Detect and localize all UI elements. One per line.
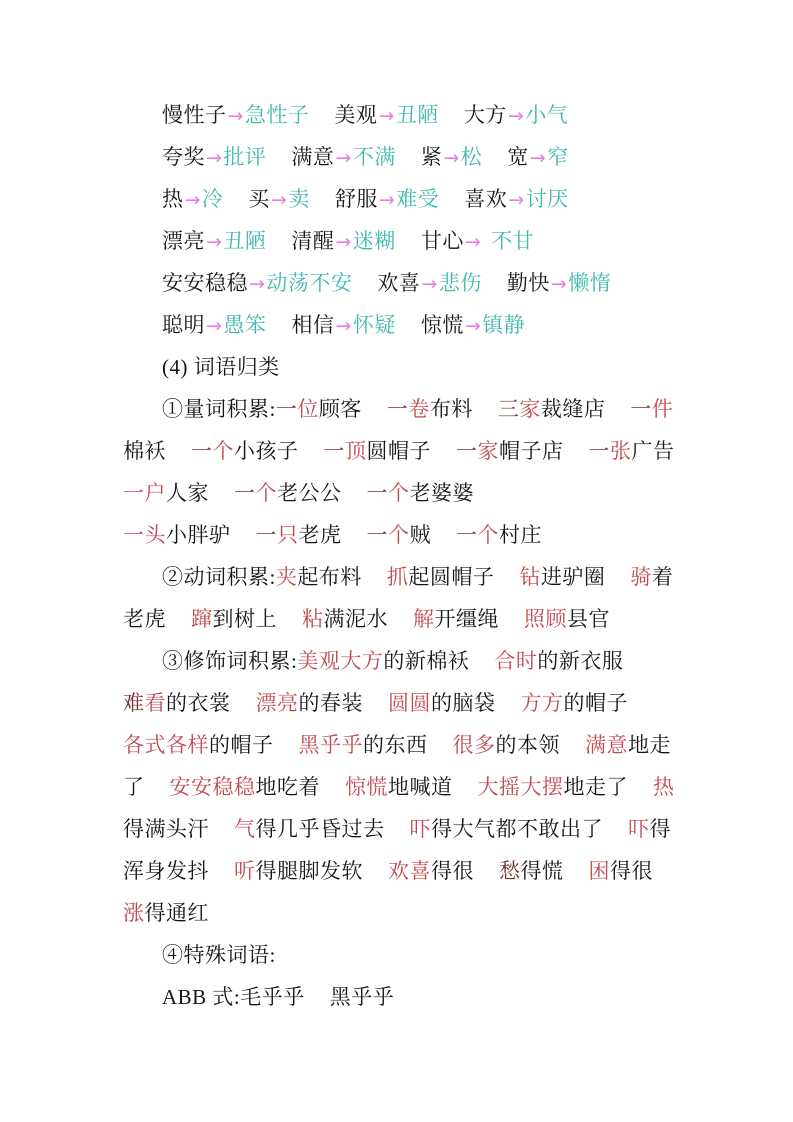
text-segment: 一 xyxy=(630,397,652,421)
text-segment: 动荡不安 xyxy=(266,271,353,295)
text-segment: 讨厌 xyxy=(525,187,569,211)
arrow-icon: → xyxy=(206,315,223,337)
arrow-icon: → xyxy=(464,231,482,253)
text-segment: 迷糊 xyxy=(352,229,396,253)
text-segment: 丑陋 xyxy=(395,103,439,127)
text-segment: 老公公 xyxy=(277,481,342,505)
text-segment: ①量词积累: xyxy=(162,397,276,421)
text-segment: 得满头汗 xyxy=(123,817,209,841)
text-segment: 个 xyxy=(212,439,234,463)
text-line xyxy=(123,598,675,640)
text-segment: 怀疑 xyxy=(352,313,396,337)
text-segment: 开缰绳 xyxy=(434,607,499,631)
text-segment: 愚笨 xyxy=(223,313,267,337)
text-segment: 个 xyxy=(388,523,410,547)
text-segment: 的春装 xyxy=(298,691,363,715)
text-segment: 三 xyxy=(497,397,520,421)
text-segment: 帽子店 xyxy=(499,439,564,463)
text-segment: 卷 xyxy=(408,397,430,421)
text-segment: 不甘 xyxy=(491,229,535,253)
text-segment: 夹 xyxy=(275,565,298,589)
text-segment: 进驴圈 xyxy=(540,565,606,589)
text-segment: ④特殊词语: xyxy=(162,943,276,967)
text-segment: 浑身发抖 xyxy=(123,859,209,883)
text-line xyxy=(123,850,675,892)
text-segment: 镇静 xyxy=(482,313,526,337)
text-segment: 地走了 xyxy=(563,775,628,799)
text-segment: 方方 xyxy=(520,691,564,715)
arrow-icon: → xyxy=(508,189,525,211)
text-segment: 喜欢 xyxy=(464,187,508,211)
arrow-icon: → xyxy=(227,105,244,127)
text-line xyxy=(123,346,675,388)
text-line xyxy=(123,262,675,304)
text-segment: 大摇大摆 xyxy=(477,775,564,799)
text-segment: 地吃着 xyxy=(255,775,320,799)
text-segment: 勤快 xyxy=(506,271,550,295)
text-segment: 的帽子 xyxy=(209,733,274,757)
text-segment: 的新衣服 xyxy=(537,649,624,673)
text-segment: 很多 xyxy=(452,733,496,757)
text-segment: 的脑袋 xyxy=(431,691,496,715)
text-line xyxy=(123,682,675,724)
text-segment: 漂亮 xyxy=(162,229,205,253)
text-segment: 安安稳稳 xyxy=(162,271,248,295)
text-segment: 布料 xyxy=(429,397,473,421)
text-segment: 冷 xyxy=(201,187,224,211)
text-segment: (4) 词语归类 xyxy=(162,355,280,379)
text-segment: 一 xyxy=(456,439,478,463)
text-segment: 甘心 xyxy=(420,229,464,253)
text-segment: 县官 xyxy=(567,607,610,631)
text-segment: 热 xyxy=(653,775,675,799)
text-segment: 满意 xyxy=(291,145,335,169)
text-segment: 看 xyxy=(144,691,166,715)
text-segment: 得几乎昏过去 xyxy=(255,817,385,841)
text-line xyxy=(123,178,675,220)
text-segment: 舒服 xyxy=(334,187,378,211)
text-segment: 件 xyxy=(651,397,674,421)
text-segment: 得 xyxy=(649,817,671,841)
text-segment: 地走 xyxy=(628,733,671,757)
text-segment: 到树上 xyxy=(212,607,277,631)
text-segment: 美观大方 xyxy=(297,649,384,673)
text-segment: 的衣裳 xyxy=(166,691,231,715)
text-segment: 欢喜 xyxy=(388,859,431,883)
text-segment: 个 xyxy=(255,481,277,505)
text-segment: 一 xyxy=(255,523,277,547)
text-segment: 大方 xyxy=(463,103,507,127)
arrow-icon: → xyxy=(464,315,482,337)
text-segment: 小胖驴 xyxy=(166,523,231,547)
text-segment: 起布料 xyxy=(297,565,362,589)
text-line xyxy=(123,640,675,682)
text-segment: 棉袄 xyxy=(123,439,166,463)
text-segment: 听 xyxy=(234,859,256,883)
arrow-icon: → xyxy=(206,147,223,169)
text-segment: 欢喜 xyxy=(377,271,421,295)
text-segment: ABB 式:毛乎乎 xyxy=(162,985,305,1009)
text-segment: 广告 xyxy=(631,439,675,463)
text-segment: 了 xyxy=(123,775,145,799)
text-segment: 困 xyxy=(588,859,610,883)
text-segment: 小孩子 xyxy=(234,439,299,463)
text-line xyxy=(123,514,675,556)
text-segment: 钻 xyxy=(519,565,541,589)
text-segment: 蹿 xyxy=(191,607,213,631)
text-line xyxy=(123,556,675,598)
text-segment: 宽 xyxy=(507,145,529,169)
text-segment: 急性子 xyxy=(244,103,310,127)
text-line xyxy=(123,94,675,136)
text-segment: 惊慌 xyxy=(345,775,388,799)
arrow-icon: → xyxy=(335,231,352,253)
text-segment: 得很 xyxy=(610,859,653,883)
text-segment: 一户 xyxy=(123,481,166,505)
arrow-icon: → xyxy=(206,231,223,253)
text-line xyxy=(123,388,675,430)
text-segment: 一 xyxy=(234,481,256,505)
text-segment: 慢性子 xyxy=(162,103,227,127)
text-segment: 相信 xyxy=(291,313,335,337)
arrow-icon: → xyxy=(443,147,460,169)
text-line xyxy=(123,304,675,346)
text-line xyxy=(123,136,675,178)
text-segment: 骑 xyxy=(630,565,652,589)
text-segment: 窄 xyxy=(547,145,569,169)
text-line xyxy=(123,220,675,262)
arrow-icon: → xyxy=(421,273,438,295)
text-segment: 买 xyxy=(248,187,270,211)
text-segment: 只 xyxy=(277,523,299,547)
text-segment: 小气 xyxy=(525,103,569,127)
text-segment: 老虎 xyxy=(298,523,342,547)
arrow-icon: → xyxy=(378,105,395,127)
text-segment: 气 xyxy=(234,817,256,841)
arrow-icon: → xyxy=(335,147,352,169)
text-segment: 得通红 xyxy=(144,901,209,925)
text-segment: 惊慌 xyxy=(420,313,464,337)
text-segment: 热 xyxy=(162,187,184,211)
text-segment: 不满 xyxy=(352,145,396,169)
text-segment: 得慌 xyxy=(520,859,564,883)
text-segment: ③修饰词积累: xyxy=(162,649,298,673)
text-segment: 着 xyxy=(651,565,674,589)
text-segment: 黑乎乎 xyxy=(329,985,395,1009)
arrow-icon: → xyxy=(335,315,352,337)
text-segment: 个 xyxy=(388,481,410,505)
text-segment: 一 xyxy=(386,397,409,421)
text-segment: 一 xyxy=(366,481,388,505)
text-line xyxy=(123,934,675,976)
text-segment: 地喊道 xyxy=(388,775,453,799)
text-segment: 裁缝店 xyxy=(540,397,606,421)
text-segment: 批评 xyxy=(223,145,267,169)
arrow-icon: → xyxy=(184,189,201,211)
text-segment: 安安稳稳 xyxy=(169,775,256,799)
text-segment: ②动词积累: xyxy=(162,565,276,589)
text-segment: 夸奖 xyxy=(162,145,205,169)
text-segment: 合时 xyxy=(494,649,538,673)
arrow-icon: → xyxy=(249,273,266,295)
text-segment: 起圆帽子 xyxy=(408,565,495,589)
text-segment: 一 xyxy=(366,523,388,547)
text-segment: 老婆婆 xyxy=(409,481,474,505)
text-line xyxy=(123,724,675,766)
text-segment: 圆圆 xyxy=(388,691,431,715)
text-segment: 悲伤 xyxy=(438,271,482,295)
text-segment: 卖 xyxy=(288,187,310,211)
text-segment: 懒惰 xyxy=(568,271,612,295)
text-segment: 圆帽子 xyxy=(366,439,431,463)
text-segment: 的本领 xyxy=(495,733,560,757)
text-segment: 满泥水 xyxy=(323,607,388,631)
text-segment: 难受 xyxy=(396,187,440,211)
text-segment: 吓 xyxy=(409,817,431,841)
arrow-icon: → xyxy=(550,273,568,295)
text-segment: 家 xyxy=(477,439,499,463)
text-segment: 满意 xyxy=(585,733,628,757)
text-line xyxy=(123,430,675,472)
text-segment: 得大气都不敢出了 xyxy=(431,817,603,841)
text-segment: 贼 xyxy=(409,523,431,547)
text-segment: 的新棉袄 xyxy=(383,649,470,673)
text-segment: 各式各样 xyxy=(123,733,209,757)
text-segment: 解 xyxy=(413,607,435,631)
text-segment: 黑乎乎 xyxy=(298,733,363,757)
text-segment: 难 xyxy=(123,691,145,715)
text-segment: 丑陋 xyxy=(223,229,267,253)
text-segment: 吓 xyxy=(628,817,650,841)
text-segment: 漂亮 xyxy=(255,691,299,715)
arrow-icon: → xyxy=(270,189,288,211)
text-line xyxy=(123,766,675,808)
text-segment: 一 xyxy=(191,439,213,463)
arrow-icon: → xyxy=(529,147,547,169)
text-segment: 一头 xyxy=(123,523,166,547)
text-segment: 抓 xyxy=(386,565,409,589)
arrow-icon: → xyxy=(507,105,525,127)
text-segment: 涨 xyxy=(123,901,145,925)
text-line xyxy=(123,892,675,934)
text-segment: 聪明 xyxy=(162,313,205,337)
text-segment: 愁 xyxy=(499,859,521,883)
text-segment: 松 xyxy=(460,145,483,169)
text-segment: 的东西 xyxy=(363,733,428,757)
text-segment: 人家 xyxy=(166,481,209,505)
text-segment: 位 xyxy=(297,397,319,421)
text-segment: 顾客 xyxy=(318,397,362,421)
text-segment: 家 xyxy=(519,397,541,421)
text-segment: 张 xyxy=(610,439,632,463)
text-line xyxy=(123,472,675,514)
text-line xyxy=(123,808,675,850)
text-segment: 个 xyxy=(477,523,499,547)
text-line xyxy=(123,976,675,1018)
text-segment: 村庄 xyxy=(499,523,542,547)
text-segment: 一 xyxy=(588,439,610,463)
arrow-icon: → xyxy=(378,189,396,211)
text-segment: 粘 xyxy=(302,607,324,631)
text-segment: 照顾 xyxy=(524,607,567,631)
text-segment: 的帽子 xyxy=(563,691,628,715)
text-segment: 一 xyxy=(275,397,298,421)
text-segment: 紧 xyxy=(420,145,443,169)
text-segment: 一 xyxy=(323,439,345,463)
text-segment: 老虎 xyxy=(123,607,166,631)
text-segment: 美观 xyxy=(334,103,378,127)
text-segment: 清醒 xyxy=(291,229,335,253)
text-segment: 顶 xyxy=(345,439,367,463)
text-segment: 一 xyxy=(456,523,478,547)
text-segment: 得腿脚发软 xyxy=(255,859,363,883)
text-segment: 得很 xyxy=(431,859,474,883)
